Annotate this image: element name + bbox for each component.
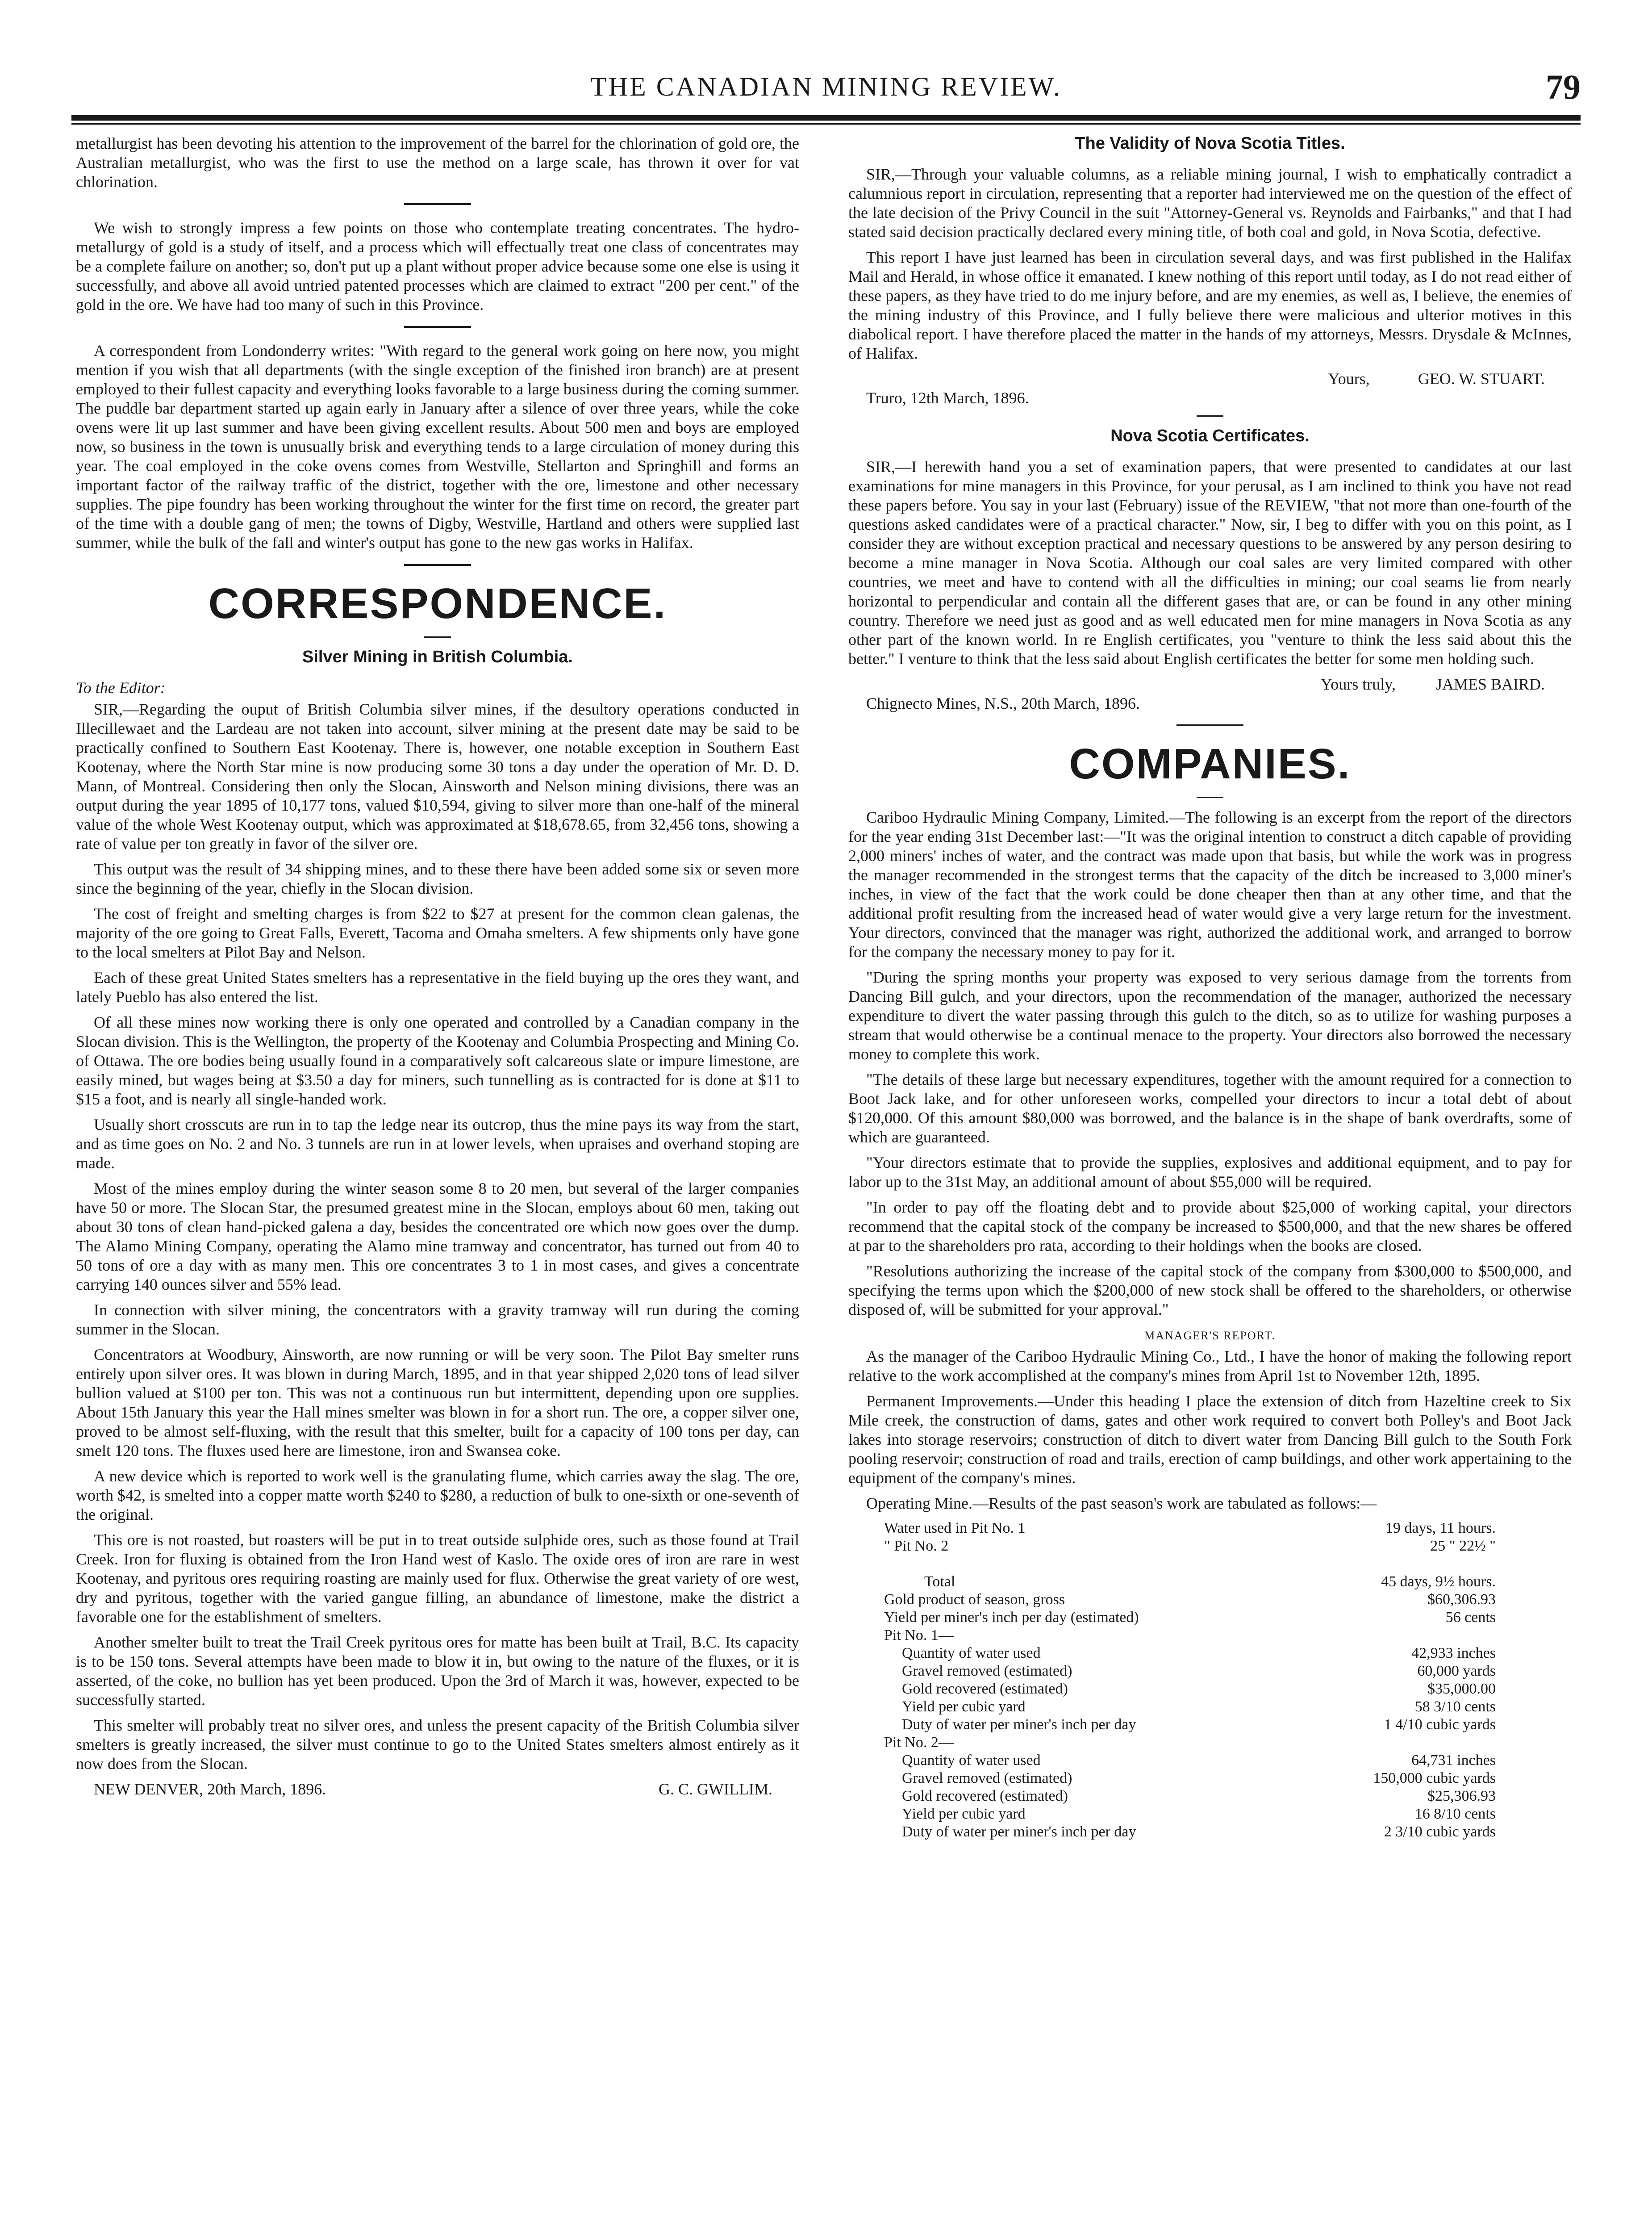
article-paragraph: A correspondent from Londonderry writes: "With regard to the general work going on here now, you might mention if you wish that all departments (with the single exception of the finished iron branch) are at present employed to their fullest capacity and everything looks favorable to a large business during the coming summer. The puddle bar department started up again early in January after a silence of over three years, while the coke ovens were lit up last summer and have been giving excellent results. About 500 men and boys are employed now, so business in the town is unusually brisk and everything tends to a large circulation of money during this year. The coal employed in the coke ovens comes from Westville, Stellarton and Springhill and forms an important factor of the railway traffic of the district, together with the ore, limestone and other necessary supplies. The pipe foundry has been working throughout the winter for the first time on record, the greater part of the time with a double gang of men; the towns of Digby, Westville, Hartland and others were supplied last summer, while the bulk of the fall and winter's output has gone to the new gas works in Halifax. bbox=[76, 342, 799, 552]
table-cell-value: 2 3/10 cubic yards bbox=[1384, 1823, 1496, 1840]
article-paragraph: Permanent Improvements.—Under this heading I place the extension of ditch from Hazeltine creek to Six Mile creek, the construction of dams, gates and other work required to convert both Polley's and Boot Jack lakes into storage reservoirs; construction of ditch to divert water from Dancing Bill gulch to the South Fork pooling reservoir; construction of road and trails, erection of camp buildings, and other work appertaining to the equipment of the company's mines. bbox=[848, 1392, 1572, 1487]
validity-place-date: Truro, 12th March, 1896. bbox=[866, 389, 1029, 407]
signature-place-date: NEW DENVER, 20th March, 1896. bbox=[94, 1780, 326, 1798]
table-cell-value: 56 cents bbox=[1445, 1609, 1496, 1626]
salutation: To the Editor: bbox=[76, 679, 166, 697]
table-cell-label: Quantity of water used bbox=[902, 1752, 1041, 1769]
article-paragraph: We wish to strongly impress a few points on those who contemplate treating concentrates. The hydro-metallurgy of gold is a study of itself, and a process which will effectually treat one class of concentrates may be a complete failure on another; so, don't put up a plant without proper advice because some one else is using it successfully, and above all avoid untried patented processes which are claimed to extract "200 per cent." of the gold in the ore. We have had too many of such in this Province. bbox=[76, 219, 799, 314]
article-paragraph: "Resolutions authorizing the increase of the capital stock of the company from $300,000 to $500,000, and specifying the terms upon which the $200,000 of new stock shall be offered to the shareholders, or otherwise disposed of, will be submitted for your approval." bbox=[848, 1262, 1572, 1318]
article-paragraph: This output was the result of 34 shipping mines, and to these there have been added some six or seven more since the beginning of the year, chiefly in the Slocan division. bbox=[76, 860, 799, 897]
table-row bbox=[884, 1698, 1536, 1716]
managers-report-heading: MANAGER'S REPORT. bbox=[1144, 1329, 1276, 1342]
table-cell-label: Gold product of season, gross bbox=[884, 1591, 1065, 1608]
table-row bbox=[884, 1519, 1536, 1537]
table-cell-label: Quantity of water used bbox=[902, 1645, 1041, 1661]
table-cell-value: 58 3/10 cents bbox=[1414, 1698, 1496, 1715]
divider bbox=[424, 636, 451, 638]
article-paragraph: Most of the mines employ during the winter season some 8 to 20 men, but several of the larger companies have 50 or more. The Slocan Star, the presumed greatest mine in the Slocan, employs about 60 men, taking out about 30 tons of clean hand-picked galena a day, besides the concentrated ore which now goes over the dump. The Alamo Mining Company, operating the Alamo mine tramway and concentrator, has turned out from 40 to 50 tons of ore a day with as many men. This ore concentrates 3 to 1 in most cases, and gives a concentrate carrying 140 ounces silver and 55% lead. bbox=[76, 1179, 799, 1293]
results-table bbox=[884, 1519, 1536, 1841]
article-paragraph: Cariboo Hydraulic Mining Company, Limited.—The following is an excerpt from the report of the directors for the year ending 31st December last:—"It was the original intention to construct a ditch capable of providing 2,000 miners' inches of water, and the contract was made upon that basis, but while the work was in progress the manager recommended in the strongest terms that the capacity of the ditch be increased to 3,000 miner's inches, in view of the fact that the work could be done cheaper then than at any other time, and that the additional profit resulting from the increased head of water would give a very large return for the investment. Your directors, convinced that the manager was right, authorized the additional work, and arranged to borrow for the company the necessary money to pay for it. bbox=[848, 808, 1572, 961]
article-paragraph: Operating Mine.—Results of the past season's work are tabulated as follows:— bbox=[866, 1494, 1377, 1512]
table-cell-value: 16 8/10 cents bbox=[1414, 1806, 1496, 1822]
table-row bbox=[884, 1734, 1536, 1752]
table-row bbox=[884, 1716, 1536, 1734]
article-paragraph: Concentrators at Woodbury, Ainsworth, are now running or will be very soon. The Pilot Bay smelter runs entirely upon silver ores. It was blown in during March, 1895, and in that year shipped 2,020 tons of lead silver bullion valued at $100 per ton. This was not a continuous run but intermittent, depending upon ore supplies. About 15th January this year the Hall mines smelter was blown in for a short run. The ore, a copper silver one, proved to be almost self-fluxing, with the result that this smelter, built for a capacity of 100 tons per day, can smelt 120 tons. The fluxes used here are limestone, iron and Swansea coke. bbox=[76, 1346, 799, 1459]
table-cell-label: Pit No. 2— bbox=[884, 1734, 954, 1751]
validity-letter bbox=[848, 165, 1572, 363]
table-row bbox=[884, 1555, 1536, 1573]
signature-name: GEO. W. STUART. bbox=[1418, 370, 1545, 388]
table-cell-label bbox=[884, 1555, 1311, 1573]
table-row bbox=[884, 1573, 1536, 1591]
managers-report bbox=[848, 1347, 1572, 1513]
article-paragraph: SIR,—Regarding the ouput of British Columbia silver mines, if the desultory operations conducted in Illecillewaet and the Lardeau are not taken into account, silver mining at the present date may be said to be practically confined to Southern East Kootenay. There is, however, one notable exception in Southern East Kootenay, where the North Star mine is now producing some 30 tons a day under the operation of Mr. D. D. Mann, of Montreal. Considering then only the Slocan, Ainsworth and Nelson mining divisions, there was an output during the year 1895 of 10,177 tons, valued $10,594, giving to silver more than one-half of the mineral value of the whole West Kootenay output, which was approximated at $18,678.65, from 32,456 tons, showing a rate of value per ton greatly in favor of the silver ore. bbox=[76, 700, 799, 853]
table-cell-value: $25,306.93 bbox=[1427, 1788, 1496, 1804]
companies-heading: COMPANIES. bbox=[1069, 740, 1351, 788]
silver-mining-letter bbox=[76, 700, 799, 1773]
table-cell-value: 19 days, 11 hours. bbox=[1385, 1520, 1496, 1536]
table-cell-label: Gold recovered (estimated) bbox=[902, 1681, 1068, 1697]
table-cell-label: Water used in Pit No. 1 bbox=[884, 1520, 1026, 1536]
letter-signature bbox=[76, 1780, 799, 1800]
certificates-place-date: Chignecto Mines, N.S., 20th March, 1896. bbox=[866, 694, 1140, 712]
article-paragraph: Usually short crosscuts are run in to tap the ledge near its outcrop, thus the mine pays its way from the start, and as time goes on No. 2 and No. 3 tunnels are run in at lower levels, when upraises and overhand stoping are made. bbox=[76, 1116, 799, 1172]
signature-closing: Yours truly, bbox=[1320, 675, 1396, 693]
table-cell-label: Yield per cubic yard bbox=[902, 1698, 1026, 1715]
article-paragraph: "During the spring months your property was exposed to very serious damage from the torrents from Dancing Bill gulch, and your directors, upon the recommendation of the manager, authorized the necessary expenditure to divert the water passing through this gulch to the ditch, so as to utilize for washing purposes a stream that would otherwise be a continual menace to the property. Your directors also borrowed the necessary money to complete this work. bbox=[848, 968, 1572, 1063]
table-row bbox=[884, 1609, 1536, 1627]
article-paragraph: "In order to pay off the floating debt and to provide about $25,000 of working capital, your directors recommend that the capital stock of the company be increased to $500,000, and that the new shares be offered at par to the shareholders pro rata, according to their holdings when the books are closed. bbox=[848, 1198, 1572, 1254]
article-paragraph: SIR,—Through your valuable columns, as a reliable mining journal, I wish to emphatically contradict a calumnious report in circulation, representing that a reporter had interviewed me on the question of the effect of the late decision of the Privy Council in the suit "Attorney-General vs. Reynolds and Fairbanks," and that I had stated said decision practically declared every mining title, of both coal and gold, in Nova Scotia, defective. bbox=[848, 165, 1572, 241]
table-cell-label: Gold recovered (estimated) bbox=[902, 1788, 1068, 1804]
table-cell-label: Yield per cubic yard bbox=[902, 1806, 1026, 1822]
table-cell-label: Pit No. 1— bbox=[884, 1627, 954, 1643]
table-cell-value bbox=[1311, 1734, 1536, 1752]
table-row bbox=[884, 1680, 1536, 1698]
left-column bbox=[76, 134, 799, 2233]
article-paragraph: A new device which is reported to work well is the granulating flume, which carries away the slag. The ore, worth $42, is smelted into a copper matte worth $240 to $280, a reduction of bulk to one-sixth or one-seventh of the original. bbox=[76, 1467, 799, 1523]
divider bbox=[404, 203, 471, 205]
article-paragraph: "The details of these large but necessary expenditures, together with the amount required for a connection to Boot Jack lake, and for other unforeseen works, compelled your directors to incur a total debt of about $120,000. Of this amount $80,000 was borrowed, and the balance is in the shape of bank overdrafts, some of which are guaranteed. bbox=[848, 1071, 1572, 1146]
article-paragraph: "Your directors estimate that to provide the supplies, explosives and additional equipment, and to pay for labor up to the 31st May, an additional amount of about $55,000 will be required. bbox=[848, 1154, 1572, 1191]
divider bbox=[1197, 415, 1223, 417]
masthead-title: THE CANADIAN MINING REVIEW. bbox=[590, 72, 1062, 101]
table-row bbox=[884, 1752, 1536, 1769]
page-number: 79 bbox=[1546, 67, 1581, 106]
table-cell-value: 60,000 yards bbox=[1417, 1663, 1496, 1679]
certificates-heading: Nova Scotia Certificates. bbox=[1110, 427, 1310, 445]
table-cell-value: 150,000 cubic yards bbox=[1373, 1770, 1496, 1786]
table-cell-label: Gravel removed (estimated) bbox=[902, 1663, 1072, 1679]
page-header bbox=[71, 67, 1581, 116]
table-cell-value: 45 days, 9½ hours. bbox=[1381, 1573, 1496, 1590]
table-row bbox=[884, 1787, 1536, 1805]
table-cell-value: $35,000.00 bbox=[1427, 1681, 1496, 1697]
divider bbox=[1176, 724, 1243, 726]
article-paragraph: This ore is not roasted, but roasters will be put in to treat outside sulphide ores, such as those found at Trail Creek. Iron for fluxing is obtained from the Iron Hand west of Kaslo. The oxide ores of iron are rare in west Kootenay, and pyritous ores requiring roasting are mainly used for flux. Otherwise the great variety of ore west, dry and pyritous, together with the varied gangue filling, an abundance of limestone, make the district a favorable one for the establishment of smelters. bbox=[76, 1531, 799, 1626]
table-row bbox=[884, 1591, 1536, 1609]
table-row bbox=[884, 1805, 1536, 1823]
article-paragraph: In connection with silver mining, the concentrators with a gravity tramway will run during the coming summer in the Slocan. bbox=[76, 1301, 799, 1338]
signature-name: JAMES BAIRD. bbox=[1435, 675, 1545, 693]
table-cell-value: 1 4/10 cubic yards bbox=[1384, 1716, 1496, 1733]
article-paragraph: Of all these mines now working there is only one operated and controlled by a Canadian company in the Slocan division. This is the Wellington, the property of the Kootenay and Columbia Prospecting and Mining Co. of Ottawa. The ore bodies being usually found in a comparatively soft calcareous slate or impure limestone, are easily mined, but wages being at $3.50 a day for miners, such tunnelling as is contracted for is done at $11 to $15 a foot, and is nearly all single-handed work. bbox=[76, 1013, 799, 1108]
table-cell-value: $60,306.93 bbox=[1427, 1591, 1496, 1608]
header-rule-thick bbox=[71, 115, 1581, 121]
table-cell-value: 42,933 inches bbox=[1411, 1645, 1496, 1661]
signature-closing: Yours, bbox=[1328, 370, 1370, 388]
article-paragraph: This report I have just learned has been in circulation several days, and was first published in the Halifax Mail and Herald, in whose office it emanated. I knew nothing of this report until today, as I do not read either of these papers, as they have tried to do me injury before, and are my enemies, as well as, I believe, the enemies of the mining industry of this Province, and I fully believe there were malicious and ulterior motives in this diabolical report. I have therefore placed the matter in the hands of my attorneys, Messrs. Drysdale & McInnes, of Halifax. bbox=[848, 248, 1572, 362]
article-paragraph: The cost of freight and smelting charges is from $22 to $27 at present for the common clean galenas, the majority of the ore going to Great Falls, Everett, Tacoma and Omaha smelters. A few shipments only have gone to the local smelters at Pilot Bay and Nelson. bbox=[76, 905, 799, 961]
table-row bbox=[884, 1644, 1536, 1662]
silver-mining-heading: Silver Mining in British Columbia. bbox=[302, 648, 573, 666]
article-paragraph: metallurgist has been devoting his attention to the improvement of the barrel for the chlorination of gold ore, the Australian metallurgist, who was the first to use the method on a large scale, has thrown it over for vat chlorination. bbox=[76, 134, 799, 191]
table-cell-label: Gravel removed (estimated) bbox=[902, 1770, 1072, 1786]
table-cell-label: Total bbox=[924, 1573, 955, 1590]
table-cell-label: Duty of water per miner's inch per day bbox=[902, 1823, 1136, 1840]
companies-article bbox=[848, 808, 1572, 1319]
header-rule-thin bbox=[71, 123, 1581, 125]
article-paragraph: This smelter will probably treat no silver ores, and unless the present capacity of the British Columbia silver smelters is greatly increased, the silver must continue to go to the United States smelters almost entirely as it now does from the Slocan. bbox=[76, 1716, 799, 1773]
table-row bbox=[884, 1769, 1536, 1787]
table-cell-value: 25 " 22½ " bbox=[1430, 1538, 1496, 1554]
article-paragraph: Each of these great United States smelters has a representative in the field buying up the ores they want, and lately Pueblo has also entered the list. bbox=[76, 969, 799, 1006]
article-paragraph: As the manager of the Cariboo Hydraulic Mining Co., Ltd., I have the honor of making the following report relative to the work accomplished at the company's mines from April 1st to November 12th, 1895. bbox=[848, 1347, 1572, 1384]
divider bbox=[404, 326, 471, 328]
table-cell-label: " Pit No. 2 bbox=[884, 1538, 949, 1554]
divider bbox=[1197, 797, 1223, 798]
table-row bbox=[884, 1823, 1536, 1841]
table-cell-value bbox=[1311, 1555, 1536, 1573]
table-row bbox=[884, 1662, 1536, 1680]
correspondence-heading: CORRESPONDENCE. bbox=[208, 580, 667, 627]
table-cell-value bbox=[1311, 1627, 1536, 1644]
table-row bbox=[884, 1627, 1536, 1644]
article-paragraph: Another smelter built to treat the Trail Creek pyritous ores for matte has been built at Trail, B.C. Its capacity is to be 150 tons. Several attempts have been made to blow it in, but owing to the nature of the fluxes, or it is asserted, of the coke, no bullion has yet been produced. Upon the 3rd of March it was, however, expected to be successfully started. bbox=[76, 1633, 799, 1709]
validity-signature bbox=[848, 369, 1572, 389]
table-cell-value: 64,731 inches bbox=[1411, 1752, 1496, 1769]
article-paragraph: SIR,—I herewith hand you a set of examination papers, that were presented to candidates at our last examinations for mine managers in this Province, for your perusal, as I am inclined to think you have not read these papers before. You say in your last (February) issue of the REVIEW, "that not more than one-fourth of the questions asked candidates were of a practical character." Now, sir, I beg to differ with you on this point, as I consider they are without exception practical and necessary questions to be answered by any person desiring to become a mine manager in Nova Scotia. Although our coal sales are very limited compared with other countries, we meet and have to contend with all the difficulties in mining; our coal seams lie from nearly horizontal to perpendicular and contain all the different gases that are, or can be found in any other mining country. Therefore we need just as good and as well educated men for mine managers in Nova Scotia as any other part of the known world. In re English certificates, you "venture to think the less said about this the better." I venture to think that the less said about English certificates the better for some men holding such. bbox=[848, 458, 1572, 668]
table-cell-label: Duty of water per miner's inch per day bbox=[902, 1716, 1136, 1733]
signature-name: G. C. GWILLIM. bbox=[659, 1780, 772, 1798]
certificates-signature bbox=[848, 675, 1572, 694]
table-cell-label: Yield per miner's inch per day (estimated) bbox=[884, 1609, 1139, 1626]
right-column bbox=[848, 134, 1572, 2233]
validity-heading: The Validity of Nova Scotia Titles. bbox=[1075, 134, 1345, 153]
divider bbox=[404, 564, 471, 566]
table-row bbox=[884, 1537, 1536, 1555]
